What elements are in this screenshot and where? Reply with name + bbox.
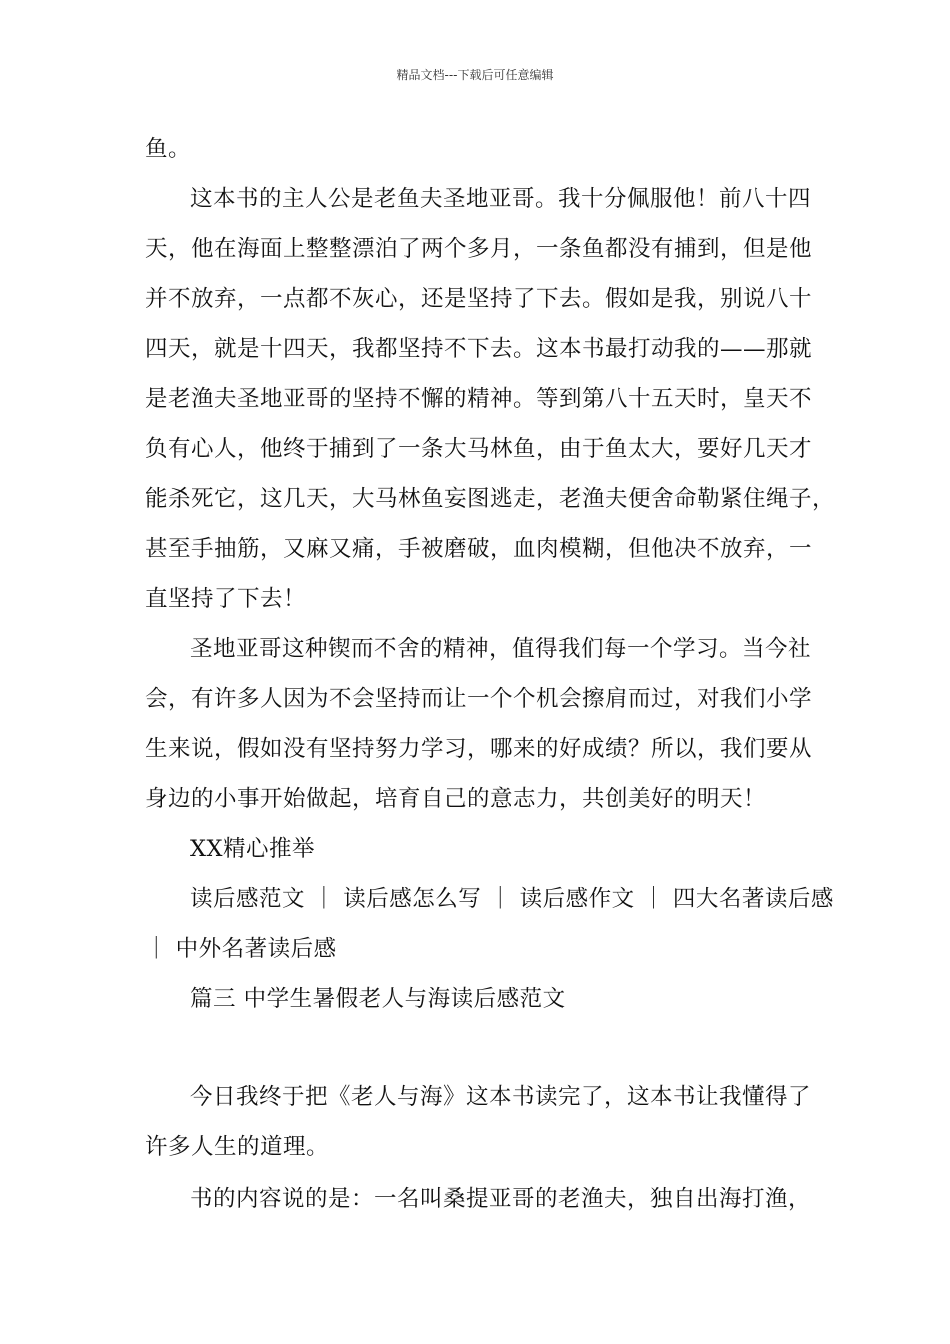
paragraph-line: 鱼。: [145, 136, 192, 162]
section-title: 篇三 中学生暑假老人与海读后感范文: [190, 986, 566, 1012]
paragraph-line: 直坚持了下去！: [145, 586, 307, 612]
related-links-line: ｜ 中外名著读后感: [145, 936, 337, 962]
paragraph-line: 会，有许多人因为不会坚持而让一个个机会擦肩而过，对我们小学: [145, 686, 813, 712]
related-links-line: 读后感范文 ｜ 读后感怎么写 ｜ 读后感作文 ｜ 四大名著读后感: [190, 886, 834, 912]
paragraph-line: 身边的小事开始做起，培育自己的意志力，共创美好的明天！: [145, 786, 767, 812]
page-header: 精品文档---下载后可任意编辑: [396, 68, 554, 82]
paragraph-line: 负有心人，他终于捕到了一条大马林鱼，由于鱼太大，要好几天才: [145, 436, 813, 462]
paragraph-line: 四天，就是十四天，我都坚持不下去。这本书最打动我的——那就: [145, 336, 813, 362]
paragraph-line: 是老渔夫圣地亚哥的坚持不懈的精神。等到第八十五天时，皇天不: [145, 386, 813, 412]
paragraph-line: 天，他在海面上整整漂泊了两个多月，一条鱼都没有捕到，但是他: [145, 236, 813, 262]
paragraph-line: 许多人生的道理。: [145, 1134, 330, 1160]
paragraph-line: 这本书的主人公是老鱼夫圣地亚哥。我十分佩服他！前八十四: [190, 186, 812, 212]
paragraph-line: 甚至手抽筋，又麻又痛，手被磨破，血肉模糊，但他决不放弃，一: [145, 536, 813, 562]
paragraph-line: 生来说，假如没有坚持努力学习，哪来的好成绩？所以，我们要从: [145, 736, 813, 762]
paragraph-line: 书的内容说的是：一名叫桑提亚哥的老渔夫，独自出海打渔，: [190, 1186, 812, 1212]
paragraph-line: 能杀死它，这几天，大马林鱼妄图逃走，老渔夫便舍命勒紧住绳子，: [145, 486, 836, 512]
paragraph-line: 并不放弃，一点都不灰心，还是坚持了下去。假如是我，别说八十: [145, 286, 813, 312]
paragraph-line: 圣地亚哥这种锲而不舍的精神，值得我们每一个学习。当今社: [190, 636, 812, 662]
recommend-heading: XX精心推举: [190, 836, 316, 862]
paragraph-line: 今日我终于把《老人与海》这本书读完了，这本书让我懂得了: [190, 1084, 812, 1110]
